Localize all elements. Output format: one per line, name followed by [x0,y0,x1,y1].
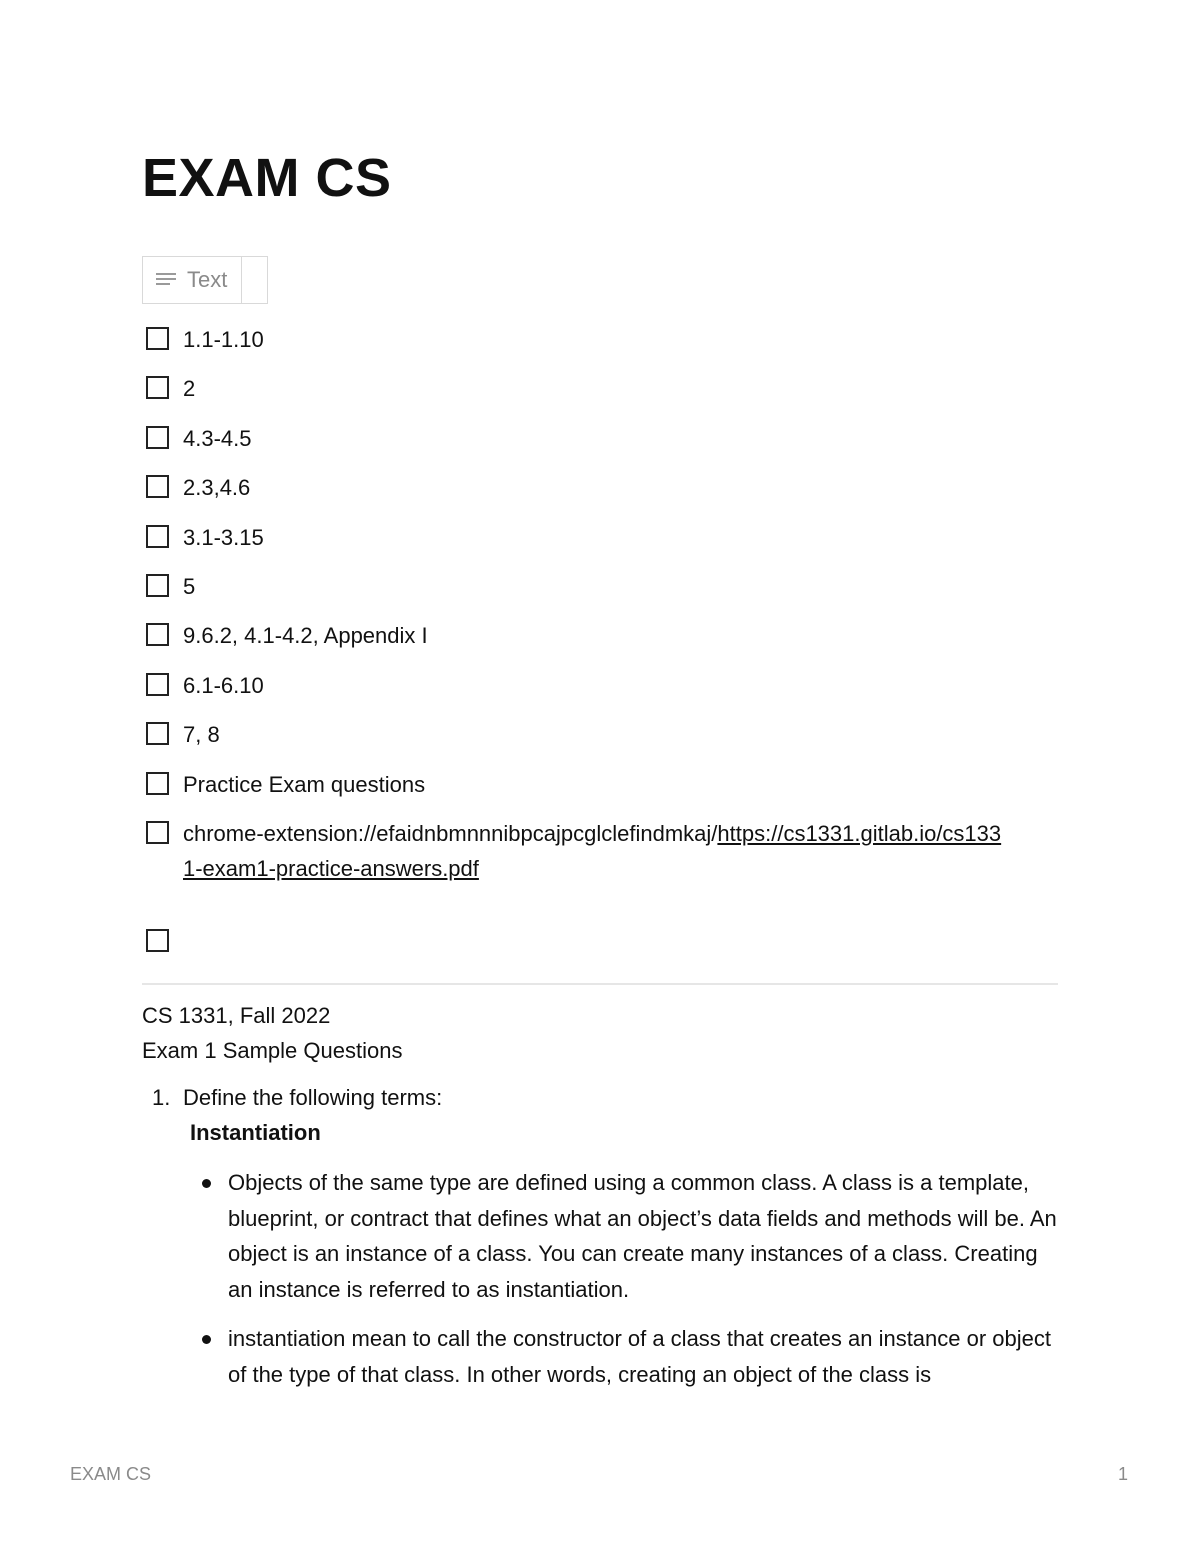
chip-divider [241,257,242,303]
todo-text: 5 [183,573,196,599]
checkbox[interactable] [146,327,169,350]
checkbox[interactable] [146,623,169,646]
todo-item [146,816,1046,924]
todo-text: Practice Exam questions [183,771,426,797]
term-heading: Instantiation [190,1120,321,1145]
todo-text: 1.1-1.10 [183,327,264,352]
question-item [142,1080,1062,1392]
footer-title: EXAM CS [70,1464,152,1484]
page-number: 1 [1118,1464,1129,1484]
todo-text: 4.3-4.5 [183,425,252,451]
exam-line: Exam 1 Sample Questions [142,1038,403,1063]
checkbox[interactable] [146,426,169,449]
list-item [185,1165,1062,1307]
checkbox[interactable] [146,929,169,952]
bullet-text: instantiation mean to call the constructor of a class that creates an instance or object of the type of that class. In other words, creating an object of the class is [228,1326,1052,1387]
page-title: EXAM CS [142,148,392,208]
list-item [185,1321,1062,1392]
property-chip[interactable] [142,256,268,304]
todo-text: 6.1-6.10 [183,672,264,698]
bullet-icon [202,1335,211,1344]
practice-answers-link[interactable]: https://cs1331.gitlab.io/cs1331-exam1-practice-answers.pdf [183,820,1002,881]
url-prefix: chrome-extension://efaidnbmnnnibpcajpcglclefindmkaj/ [183,820,718,846]
todo-text: 3.1-3.15 [183,524,264,550]
course-header [142,998,402,1068]
checkbox[interactable] [146,722,169,745]
checkbox[interactable] [146,821,169,844]
todo-item [146,618,1046,667]
todo-text: 7, 8 [183,722,220,748]
todo-item [146,767,1046,816]
todo-text: 9.6.2, 4.1-4.2, Appendix I [183,623,428,649]
checkbox[interactable] [146,772,169,795]
todo-list [146,322,1046,973]
todo-item [146,569,1046,618]
property-chip-label: Text [187,267,228,292]
bullet-icon [202,1179,211,1188]
todo-item [146,668,1046,717]
question-body [183,1080,1062,1392]
todo-item [146,421,1046,470]
course-line: CS 1331, Fall 2022 [142,1003,331,1028]
todo-text: 2 [183,376,196,402]
todo-item [146,924,1046,973]
bullet-list [183,1165,1062,1392]
todo-item [146,371,1046,420]
checkbox[interactable] [146,376,169,399]
todo-item [146,520,1046,569]
question-list [142,1080,1062,1406]
checkbox[interactable] [146,525,169,548]
checkbox[interactable] [146,475,169,498]
todo-item [146,470,1046,519]
checkbox[interactable] [146,673,169,696]
text-lines-icon [156,272,178,288]
todo-item [146,717,1046,766]
todo-item [146,322,1046,371]
todo-text: 2.3,4.6 [183,475,251,501]
checkbox[interactable] [146,574,169,597]
question-number: 1. [152,1085,171,1110]
todo-text [183,816,1003,886]
bullet-text: Objects of the same type are defined using a common class. A class is a template, blueprint, or contract that defines what an object’s data fields and methods will be. An object is an instance of a class. You can create many instances of a class. Creating an instance is referred to as instantiation. [228,1170,1057,1302]
question-prompt: Define the following terms: [183,1085,443,1110]
divider [142,983,1058,985]
